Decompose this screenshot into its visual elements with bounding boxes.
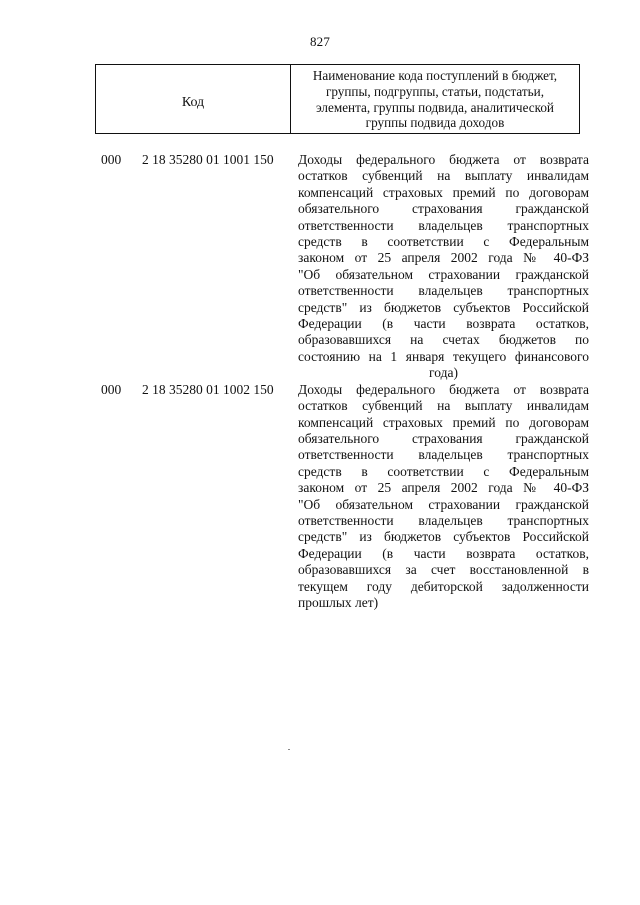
description-line: ответственности владельцев транспортных — [298, 512, 589, 528]
table-header — [95, 64, 580, 134]
row-admin-code: 000 — [101, 152, 122, 167]
table-body — [0, 152, 640, 611]
description-line: компенсаций страховых премий по договорам — [298, 184, 589, 200]
row-description — [298, 382, 589, 612]
description-line: остатков субвенций на выплату инвалидам — [298, 168, 589, 184]
table-row — [0, 152, 640, 382]
row-description — [298, 152, 589, 382]
description-line: "Об обязательном страховании гражданской — [298, 496, 589, 512]
description-line: обязательного страхования гражданской — [298, 430, 589, 446]
description-line: Доходы федерального бюджета от возврата — [298, 381, 589, 397]
table-row — [0, 382, 640, 612]
description-line: Федерации (в части возврата остатков, — [298, 545, 589, 561]
description-line: Доходы федерального бюджета от возврата — [298, 152, 589, 167]
description-line: средств" из бюджетов субъектов Российской — [298, 529, 589, 545]
description-line: средств в соответствии с Федеральным — [298, 234, 589, 250]
description-line: законом от 25 апреля 2002 года № 40-ФЗ — [298, 480, 589, 496]
description-line: ответственности владельцев транспортных — [298, 217, 589, 233]
description-line: остатков субвенций на выплату инвалидам — [298, 398, 589, 414]
description-line: ответственности владельцев транспортных — [298, 283, 589, 299]
description-line: года) — [429, 365, 458, 381]
description-line: "Об обязательном страховании гражданской — [298, 266, 589, 282]
description-line: образовавшихся на счетах бюджетов по — [298, 332, 589, 348]
description-line: прошлых лет) — [298, 594, 379, 610]
header-name-line: группы, подгруппы, статьи, подстатьи, — [325, 83, 545, 99]
description-line: законом от 25 апреля 2002 года № 40-ФЗ — [298, 250, 589, 266]
header-name-line: элемента, группы подвида, аналитической — [316, 99, 554, 115]
row-budget-code: 2 18 35280 01 1001 150 — [142, 152, 274, 167]
scan-speck — [288, 749, 290, 750]
description-line: Федерации (в части возврата остатков, — [298, 316, 589, 332]
row-admin-code: 000 — [101, 381, 122, 397]
header-code-column: Код — [96, 65, 291, 133]
description-line: средств" из бюджетов субъектов Российской — [298, 299, 589, 315]
description-line: образовавшихся за счет восстановленной в — [298, 562, 589, 578]
row-budget-code: 2 18 35280 01 1002 150 — [142, 381, 274, 397]
header-name-line: группы подвида доходов — [365, 115, 505, 131]
header-name-line: Наименование кода поступлений в бюджет, — [312, 68, 558, 83]
header-name-column — [291, 65, 579, 133]
description-line: компенсаций страховых премий по договорам — [298, 414, 589, 430]
description-line: обязательного страхования гражданской — [298, 201, 589, 217]
description-line: текущем году дебиторской задолженности — [298, 578, 589, 594]
description-line: средств в соответствии с Федеральным — [298, 463, 589, 479]
description-line: ответственности владельцев транспортных — [298, 447, 589, 463]
page-number: 827 — [309, 34, 331, 49]
description-line: состоянию на 1 января текущего финансового — [298, 348, 589, 364]
